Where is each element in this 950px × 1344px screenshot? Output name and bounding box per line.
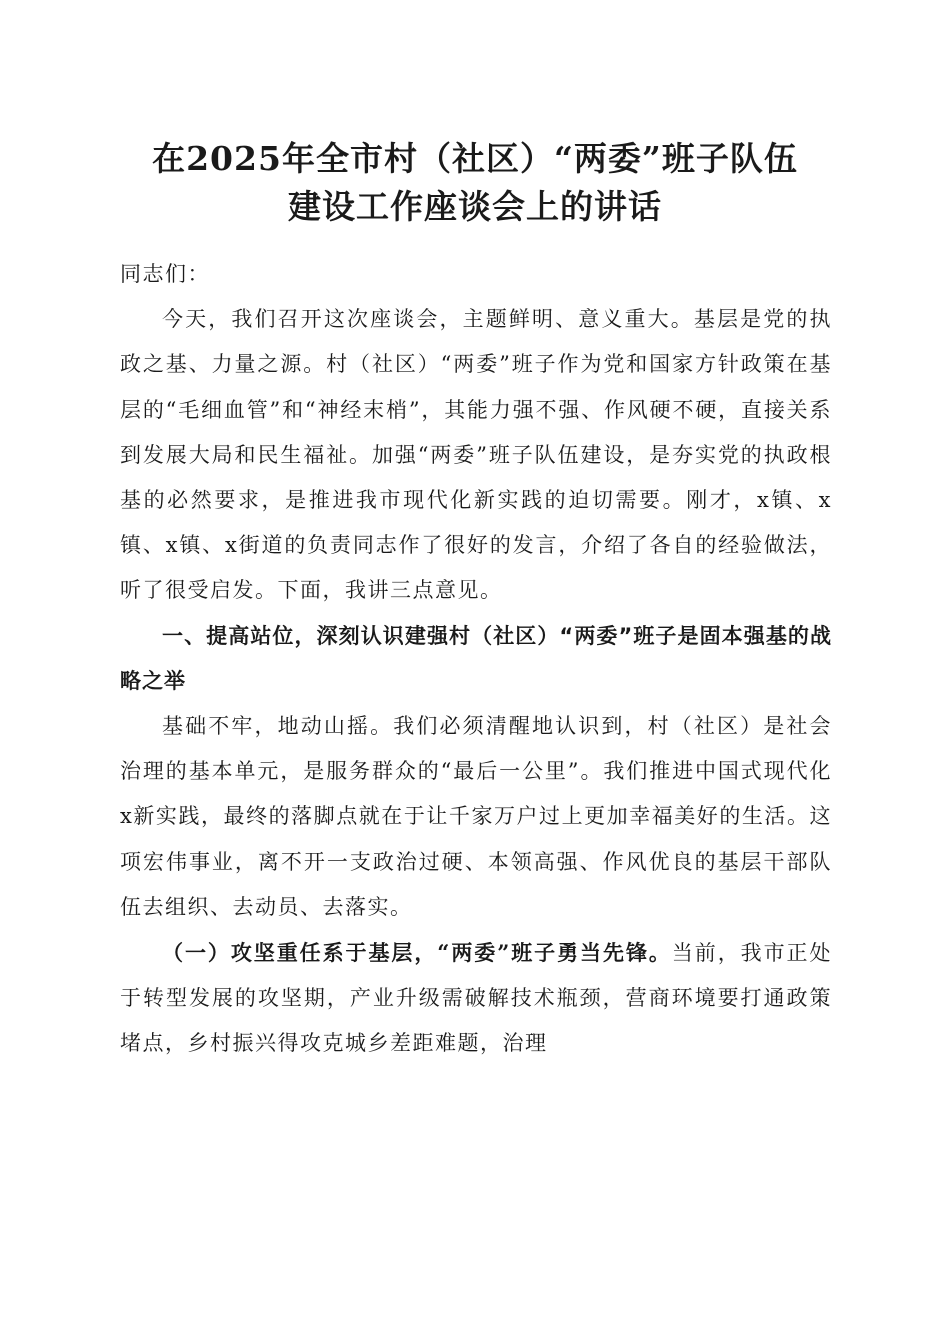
- subheading-1: （一）攻坚重任系于基层，“两委”班子勇当先锋。: [162, 940, 672, 966]
- document-title-line-1: 在2025年全市村（社区）“两委”班子队伍: [152, 139, 798, 178]
- paragraph-subsection-1-text: 当前，我市正处于转型发展的攻坚期，产业升级需破解技术瓶颈，营商环境要打通政策堵点，乡村振兴得攻克城乡差距难题，治理: [120, 941, 832, 1056]
- salutation: 同志们：: [120, 262, 210, 286]
- paragraph-subsection-1: [120, 930, 832, 1067]
- paragraph-intro: 今天，我们召开这次座谈会，主题鲜明、意义重大。基层是党的执政之基、力量之源。村（社区）“两委”班子作为党和国家方针政策在基层的“毛细血管”和“神经末梢”，其能力强不强、作风硬不硬，直接关系到发展大局和民生福祉。加强“两委”班子队伍建设，是夯实党的执政根基的必然要求，是推进我市现代化新实践的迫切需要。刚才，x镇、x镇、x镇、x街道的负责同志作了很好的发言，介绍了各自的经验做法，听了很受启发。下面，我讲三点意见。: [120, 307, 832, 603]
- document-title-line-2: 建设工作座谈会上的讲话: [288, 187, 662, 226]
- section-heading-1: 一、提高站位，深刻认识建强村（社区）“两委”班子是固本强基的战略之举: [120, 623, 832, 693]
- document-body: [120, 252, 832, 1067]
- paragraph-foundation: 基础不牢，地动山摇。我们必须清醒地认识到，村（社区）是社会治理的基本单元，是服务群众的“最后一公里”。我们推进中国式现代化x新实践，最终的落脚点就在于让千家万户过上更加幸福美好的生活。这项宏伟事业，离不开一支政治过硬、本领高强、作风优良的基层干部队伍去组织、去动员、去落实。: [120, 714, 832, 919]
